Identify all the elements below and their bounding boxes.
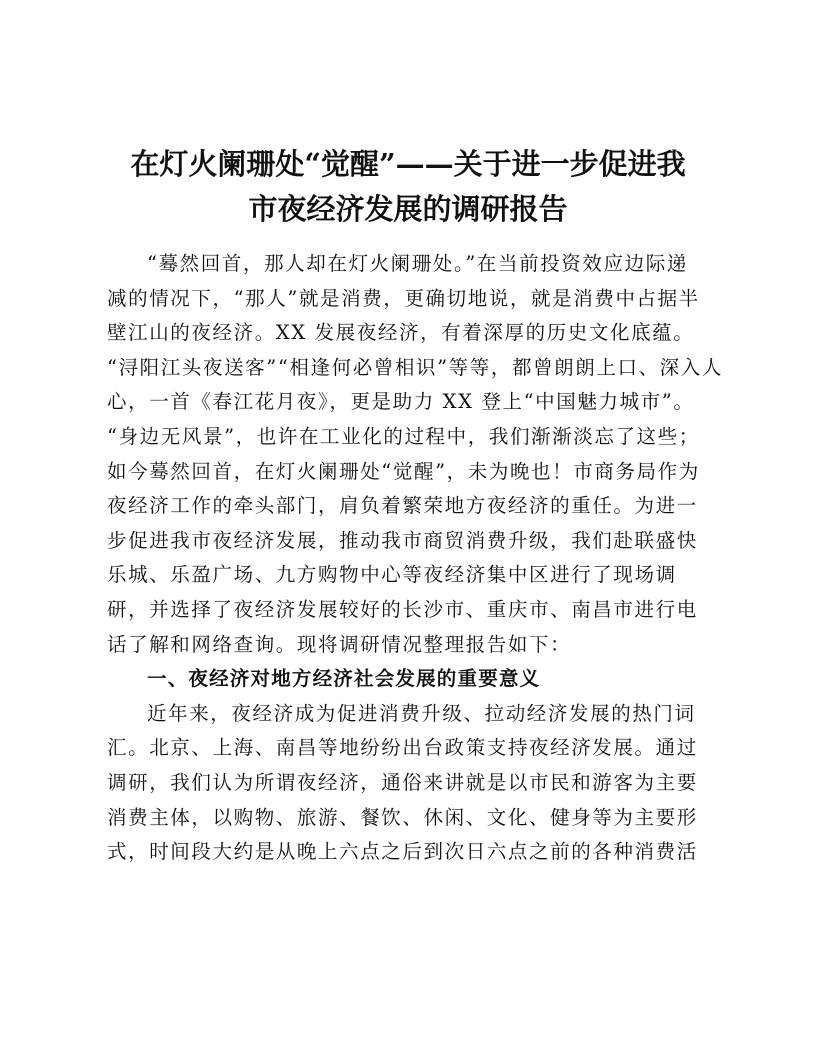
section-paragraph-line: 近年来，夜经济成为促进消费升级、拉动经济发展的热门词 [147, 702, 696, 725]
intro-paragraph-line: 研，并选择了夜经济发展较好的长沙市、重庆市、南昌市进行电 [107, 598, 698, 621]
section-paragraph-line: 调研，我们认为所谓夜经济，通俗来讲就是以市民和游客为主要 [107, 771, 698, 794]
intro-paragraph-line: 壁江山的夜经济。XX 发展夜经济，有着深厚的历史文化底蕴。 [107, 321, 695, 344]
intro-paragraph-line: “浔阳江头夜送客”“相逢何必曾相识”等等，都曾朗朗上口、深入人 [107, 356, 723, 379]
intro-paragraph-line: “身边无风景”，也许在工业化的过程中，我们渐渐淡忘了这些； [107, 425, 700, 448]
intro-paragraph-line: 夜经济工作的牵头部门，肩负着繁荣地方夜经济的重任。为进一 [107, 494, 698, 517]
section-heading: 一、夜经济对地方经济社会发展的重要意义 [147, 667, 541, 690]
intro-paragraph-line: 如今蓦然回首，在灯火阑珊处“觉醒”，未为晚也！市商务局作为 [107, 460, 700, 483]
intro-paragraph-line: 乐城、乐盈广场、九方购物中心等夜经济集中区进行了现场调 [107, 563, 677, 586]
section-paragraph-line: 汇。北京、上海、南昌等地纷纷出台政策支持夜经济发展。通过 [107, 736, 698, 759]
intro-paragraph-line: 步促进我市夜经济发展，推动我市商贸消费升级，我们赴联盛快 [107, 529, 698, 552]
intro-paragraph-line: 心，一首《春江花月夜》，更是助力 XX 登上“中国魅力城市”。 [107, 390, 695, 413]
intro-paragraph-line: 减的情况下，“那人”就是消费，更确切地说，就是消费中占据半 [107, 287, 700, 310]
report-title-line-2: 市夜经济发展的调研报告 [248, 192, 568, 226]
report-title-line-1: 在灯火阑珊处“觉醒”——关于进一步促进我 [130, 147, 686, 181]
intro-paragraph-line: “蓦然回首，那人却在灯火阑珊处。”在当前投资效应边际递 [147, 252, 688, 275]
section-paragraph-line: 消费主体，以购物、旅游、餐饮、休闲、文化、健身等为主要形 [107, 806, 698, 829]
section-paragraph-line: 式，时间段大约是从晚上六点之后到次日六点之前的各种消费活 [107, 840, 698, 863]
intro-paragraph-line: 话了解和网络查询。现将调研情况整理报告如下： [107, 633, 572, 656]
